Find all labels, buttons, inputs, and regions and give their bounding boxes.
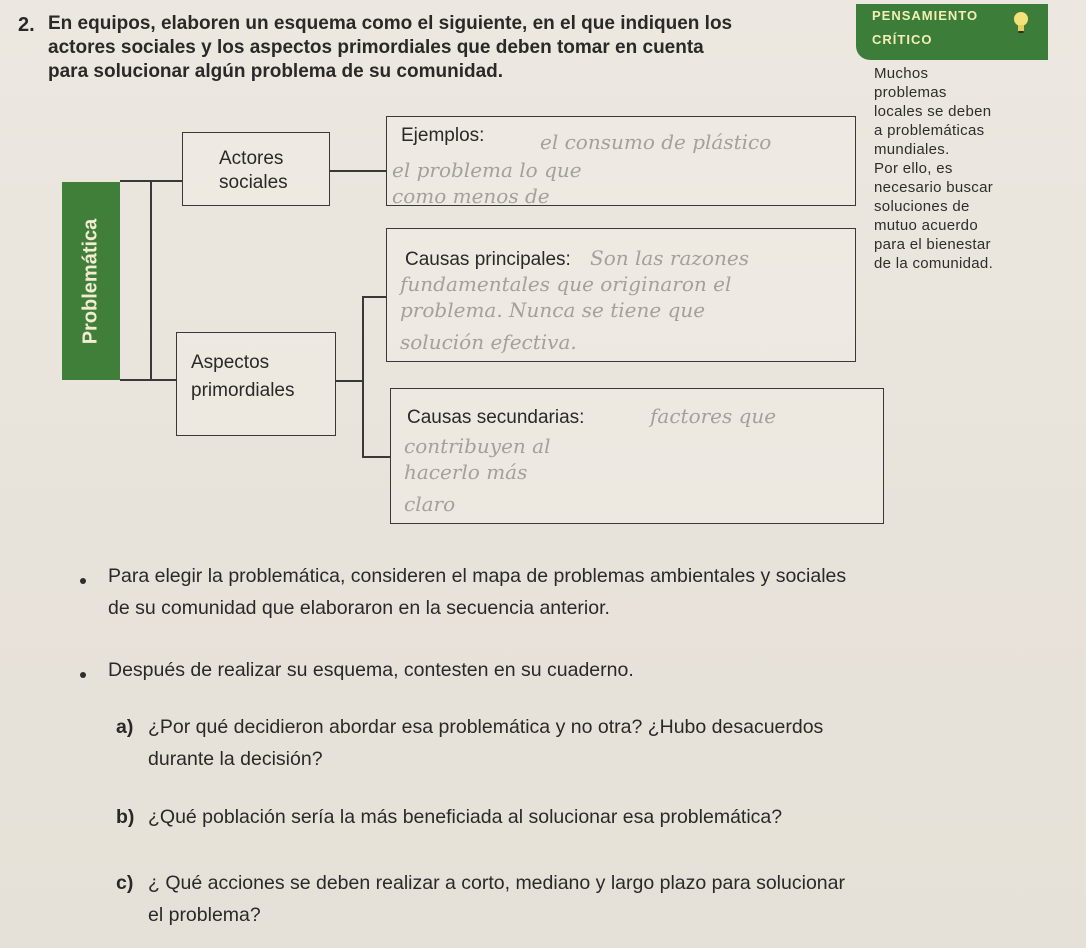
connector-line [120,379,176,381]
bullet-icon [80,578,86,584]
handwriting: problema. Nunca se tiene que [400,298,706,322]
question-line: ¿ Qué acciones se deben realizar a corto, mediano y largo plazo para solucionar [148,872,845,894]
side-note-line: locales se deben [874,103,992,120]
connector-line [362,456,390,458]
side-note-line: para el bienestar [874,236,991,253]
question-line: ¿Qué población sería la más beneficiada al solucionar esa problemática? [148,806,783,828]
handwriting: contribuyen al [404,434,551,458]
question-letter: c) [116,872,134,894]
side-note-line: problemas [874,84,947,101]
lightbulb-icon [1010,10,1032,36]
actors-box [182,132,330,206]
connector-line [150,180,152,380]
question-line: ¿Por qué decidieron abordar esa problemática y no otra? ¿Hubo desacuerdos [148,716,824,738]
handwriting: Son las razones [590,246,749,270]
bullet-paragraph [108,560,846,624]
question-text [148,867,845,931]
task-instructions [48,12,818,84]
aspects-label: Aspectos [191,352,270,373]
side-note-line: a problemáticas [874,122,985,139]
side-note-line: soluciones de [874,198,970,215]
handwriting: hacerlo más [404,460,528,484]
question-line: durante la decisión? [148,748,323,770]
banner-subtitle: CRÍTICO [872,32,933,47]
handwriting: solución efectiva. [400,330,577,354]
aspects-label: primordiales [191,380,295,401]
task-line: para solucionar algún problema de su comunidad. [48,61,504,82]
task-line: En equipos, elaboren un esquema como el siguiente, en el que indiquen los [48,13,733,34]
handwriting: el consumo de plástico [540,130,772,154]
actors-label: sociales [219,172,288,193]
question-line: el problema? [148,904,261,926]
paragraph-line: Para elegir la problemática, consideren el mapa de problemas ambientales y sociales [108,565,847,587]
side-note-line: necesario buscar [874,179,994,196]
question-letter: b) [116,806,135,828]
question-letter: a) [116,716,134,738]
problem-label-text: Problemática [79,218,102,344]
side-note-line: mundiales. [874,141,950,158]
handwriting: claro [404,492,456,516]
banner-title: PENSAMIENTO [872,8,979,23]
handwriting: factores que [650,404,777,428]
main-causes-label: Causas principales: [405,249,571,270]
question-text [148,801,782,833]
aspects-box [176,332,336,436]
side-note-line: Muchos [874,65,929,82]
connector-line [336,380,362,382]
side-note-line: mutuo acuerdo [874,217,978,234]
bullet-paragraph [108,654,634,686]
connector-line [362,296,386,298]
question-text [148,711,823,775]
connector-line [362,296,364,458]
connector-line [330,170,386,172]
side-note [874,64,1074,273]
problem-label [62,182,120,380]
handwriting: fundamentales que originaron el [400,272,732,296]
handwriting: el problema lo que [392,158,582,182]
side-note-line: de la comunidad. [874,255,994,272]
bullet-icon [80,672,86,678]
secondary-causes-label: Causas secundarias: [407,407,585,428]
actors-label: Actores [219,148,284,169]
handwriting: como menos de [392,184,550,208]
task-number: 2. [18,14,35,36]
paragraph-line: Después de realizar su esquema, contesten en su cuaderno. [108,659,634,681]
side-note-line: Por ello, es [874,160,953,177]
paragraph-line: de su comunidad que elaboraron en la secuencia anterior. [108,597,610,619]
examples-label: Ejemplos: [401,125,485,146]
task-line: actores sociales y los aspectos primordiales que deben tomar en cuenta [48,37,704,58]
